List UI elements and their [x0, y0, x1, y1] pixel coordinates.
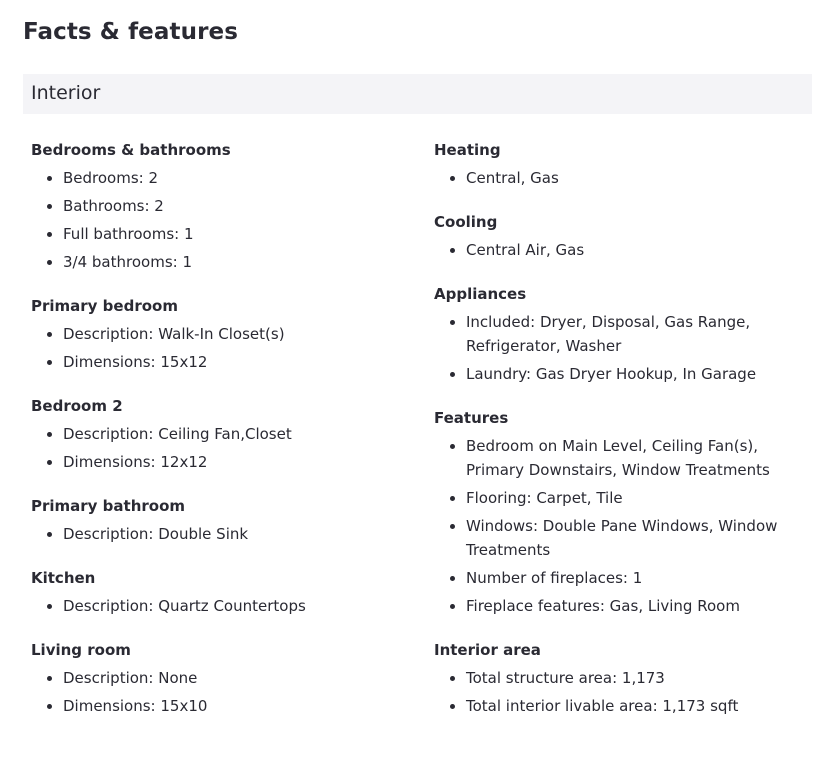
fact-item: • Flooring: Carpet, Tile [466, 486, 804, 510]
fact-item: • Windows: Double Pane Windows, Window Treatments [466, 514, 804, 562]
fact-list [31, 322, 411, 374]
group-kitchen [31, 568, 411, 618]
group-heading: Bedrooms & bathrooms [31, 141, 231, 159]
group-heading: Cooling [434, 213, 498, 231]
group-heading: Primary bedroom [31, 297, 178, 315]
group-bedroom-2 [31, 396, 411, 474]
fact-list [434, 666, 804, 718]
fact-list [31, 666, 411, 718]
fact-list [31, 522, 411, 546]
fact-item: • Description: Quartz Countertops [63, 594, 411, 618]
group-heading: Living room [31, 641, 131, 659]
right-column [434, 140, 804, 740]
fact-item: • Central, Gas [466, 166, 804, 190]
fact-list [31, 166, 411, 274]
section-title: Interior [31, 82, 101, 104]
group-primary-bedroom [31, 296, 411, 374]
fact-list [31, 422, 411, 474]
fact-item: • Number of fireplaces: 1 [466, 566, 804, 590]
fact-item: • Fireplace features: Gas, Living Room [466, 594, 804, 618]
group-heading: Kitchen [31, 569, 96, 587]
fact-item: • Total interior livable area: 1,173 sqft [466, 694, 804, 718]
fact-item: • Description: Walk-In Closet(s) [63, 322, 411, 346]
group-cooling [434, 212, 804, 262]
group-heating [434, 140, 804, 190]
group-heading: Features [434, 409, 509, 427]
fact-list [31, 594, 411, 618]
fact-item: • Bedrooms: 2 [63, 166, 411, 190]
group-heading: Interior area [434, 641, 541, 659]
group-interior-area [434, 640, 804, 718]
fact-item: • Full bathrooms: 1 [63, 222, 411, 246]
group-heading: Primary bathroom [31, 497, 186, 515]
group-features [434, 408, 804, 618]
group-appliances [434, 284, 804, 386]
fact-item: • Laundry: Gas Dryer Hookup, In Garage [466, 362, 804, 386]
left-column [31, 140, 411, 740]
fact-item: • Total structure area: 1,173 [466, 666, 804, 690]
page-title: Facts & features [23, 19, 239, 45]
fact-list [434, 166, 804, 190]
fact-item: • Dimensions: 15x10 [63, 694, 411, 718]
fact-item: • Central Air, Gas [466, 238, 804, 262]
fact-item: • Dimensions: 12x12 [63, 450, 411, 474]
fact-item: • Included: Dryer, Disposal, Gas Range, Refrigerator, Washer [466, 310, 804, 358]
group-heading: Bedroom 2 [31, 397, 123, 415]
group-bedrooms-bathrooms [31, 140, 411, 274]
fact-item: • Bedroom on Main Level, Ceiling Fan(s), Primary Downstairs, Window Treatments [466, 434, 804, 482]
group-heading: Heating [434, 141, 501, 159]
interior-section-header [23, 74, 812, 114]
fact-item: • Description: Ceiling Fan,Closet [63, 422, 411, 446]
fact-item: • 3/4 bathrooms: 1 [63, 250, 411, 274]
group-primary-bathroom [31, 496, 411, 546]
fact-item: • Description: Double Sink [63, 522, 411, 546]
group-living-room [31, 640, 411, 718]
fact-list [434, 310, 804, 386]
fact-list [434, 434, 804, 618]
fact-item: • Dimensions: 15x12 [63, 350, 411, 374]
fact-item: • Description: None [63, 666, 411, 690]
fact-list [434, 238, 804, 262]
group-heading: Appliances [434, 285, 527, 303]
fact-item: • Bathrooms: 2 [63, 194, 411, 218]
